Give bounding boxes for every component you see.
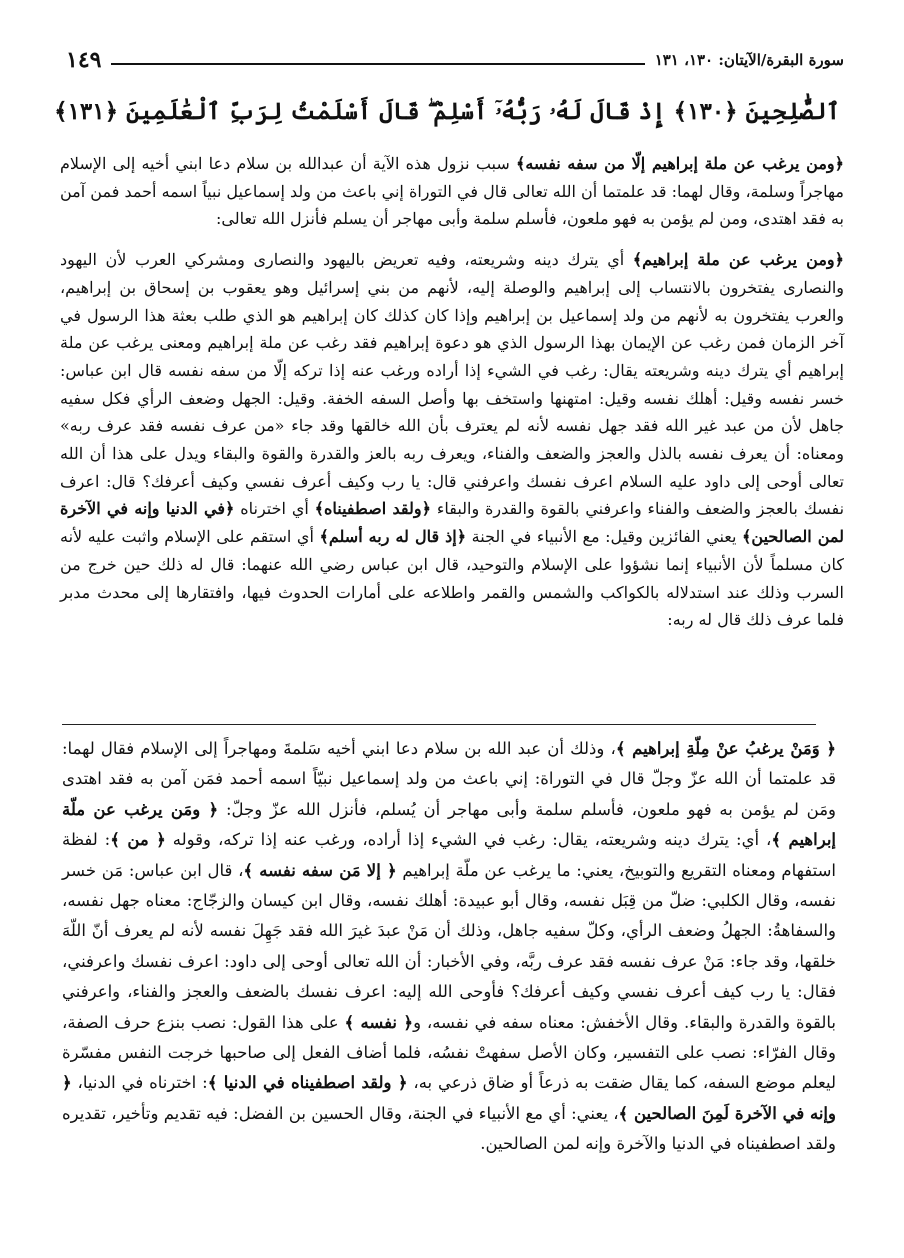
upper-paragraph-1 <box>60 150 844 233</box>
commentary-text-segment: ، قال ابن عباس: مَن خسر نفسه، وقال الكلبي: ضلّ من قِبَل نفسه، وقال أبو عبيدة: أهلك نفسه، وقال ابن كيسان والزجّاج: معناه جهل نفسه، والسفاهةُ: الجهلُ وضعف الرأي، وكلّ سفيه جاهل، وذلك أن مَنْ عبدَ غيرَ الله فقد جَهِلَ نفسه لأنه لم يعرف أنّ اللّهَ خلقها، وقد جاء: مَنْ عرف نفسه فقد عرف ربَّه، وفي الأخبار: أن الله تعالى أوحى إلى داود: اعرف نفسك واعرفني، فقال: يا رب كيف أعرف نفسي وكيف أعرفك؟ فأوحى الله إليه: اعرف نفسك بالضعف والعجز والفناء، واعرفني بالقوة والقدرة والبقاء. وقال الأخفش: معناه سفه في نفسه، و <box>62 860 836 1032</box>
commentary-text-segment: أي استقم على الإسلام واثبت عليه لأنه كان مسلماً لأن الأنبياء إنما نشؤوا على الإسلام والتوحيد، قال ابن عباس رضي الله عنهما: قال له ذلك حين خرج من السرب وذلك عند استدلاله بالكواكب والشمس والقمر واطلاعه على أمارات الحدوث فيها، وافتقارها إلى محدث مدبر فلما عرف ذلك قال له ربه: <box>60 527 844 630</box>
commentary-text-segment: سبب نزول هذه الآية أن عبدالله بن سلام دعا ابني أخيه إلى الإسلام مهاجراً وسلمة، وقال لهما: قد علمتما أن الله تعالى قال في التوراة إني باعث من ولد إسماعيل نبياً اسمه أحمد فمن آمن به فقد اهتدى، ومن لم يؤمن به فهو ملعون، فأسلم سلمة وأبى مهاجر أن يسلم فأنزل الله تعالى: <box>60 154 844 229</box>
commentary-text-segment: يعني الفائزين وقيل: مع الأنبياء في الجنة <box>466 527 743 547</box>
quoted-verse-segment: ﴿ولقد اصطفيناه﴾ <box>314 499 431 519</box>
quoted-verse-segment: ﴿ وَمَنْ يرغبُ عنْ مِلّةِ إبراهيم ﴾ <box>615 739 836 758</box>
quoted-verse-segment: ﴿ إلا مَن سفه نفسه ﴾ <box>243 860 397 880</box>
commentary-text-segment: ، أي: يترك دينه وشريعته، يقال: رغب في الشيء إذا أراده، ورغب عنه إذا تركه، وقوله <box>165 830 772 850</box>
quoted-verse-segment: ﴿ من ﴾ <box>110 830 166 850</box>
lower-commentary <box>62 734 836 1160</box>
quoted-verse-segment: ﴿ ومَن يرغب عن ملّة إبراهيم ﴾ <box>62 799 836 850</box>
quoted-verse-segment: ﴿ ولقد اصطفيناه في الدنيا ﴾ <box>207 1073 408 1093</box>
header-rule <box>111 63 644 65</box>
quoted-verse-segment: ﴿ وإنه في الآخرة لَمِنَ الصالحين ﴾ <box>62 1073 836 1123</box>
page-header <box>66 46 844 74</box>
commentary-text-segment: أي اخترناه <box>234 499 315 519</box>
quoted-verse-segment: ﴿ومن يرغب عن ملة إبراهيم﴾ <box>632 250 844 270</box>
footnote-separator <box>62 724 816 725</box>
upper-commentary <box>60 150 844 634</box>
quran-verse-line: ٱلصَّٰلِحِينَ ﴿١٣٠﴾ إِذْ قَالَ لَهُۥ رَبُّهُۥٓ أَسْلِمْ ۖ قَالَ أَسْلَمْتُ لِرَبِّ ٱلْعَٰلَمِينَ ﴿١٣١﴾ <box>54 98 840 125</box>
quoted-verse-segment: ﴿ نفسه ﴾ <box>344 1012 414 1032</box>
upper-paragraph-2 <box>60 246 844 634</box>
commentary-text-segment: أي يترك دينه وشريعته، وفيه تعريض باليهود والنصارى ومشركي العرب لأن اليهود والنصارى يفتخرون بالانتساب إلى إبراهيم والوصلة إليه، لأنهم من بني إسرائيل وهو يعقوب بن إسحاق بن إبراهيم، والعرب يفتخرون به لأنهم من ولد إسماعيل بن إبراهيم وإذا كان كذلك كان إبراهيم هو الذي طلب بعثة هذا الرسول في آخر الزمان فمن رغب عن الإيمان بهذا الرسول الذي هو دعوة إبراهيم فقد رغب عن ملة إبراهيم ومعنى يرغب عن ملة إبراهيم أي يترك دينه وشريعته يقال: رغب في الشيء إذا أراده ورغب عنه إذا تركه إلّا من سفه نفسه قال ابن عباس: خسر نفسه وقيل: أهلك نفسه وقيل: امتهنها واستخف بها وأصل السفه الخفة. وقيل: الجهل وضعف الرأي فكل سفيه جاهل لأن من عبد غير الله فقد جهل نفسه لأنه لم يعترف بأن الله خالقها وقد جاء «من عرف نفسه فقد عرف ربه» ومعناه: أن يعرف نفسه بالذل والعجز والضعف والفناء، ويعرف ربه بالعز والقدرة والقوة والبقاء ويدل على هذا أن الله تعالى أوحى إلى داود عليه السلام اعرف نفسك واعرفني قال: يا رب وكيف أعرف نفسي وكيف أعرفك؟ قال: اعرف نفسك بالعجز والضعف والفناء واعرفني بالقوة والقدرة والبقاء <box>60 250 845 519</box>
quoted-verse-segment: ﴿ومن يرغب عن ملة إبراهيم إلّا من سفه نفسه﴾ <box>515 154 845 173</box>
commentary-text-segment: : لفظة استفهام ومعناه التقريع والتوبيخ، يعني: ما يرغب عن ملّة إبراهيم <box>62 830 836 880</box>
quoted-verse-segment: ﴿في الدنيا وإنه في الآخرة لمن الصالحين﴾ <box>60 499 845 547</box>
quoted-verse-segment: ﴿إذ قال له ربه أسلم﴾ <box>319 527 467 547</box>
commentary-text-segment: ، وذلك أن عبد الله بن سلام دعا ابني أخيه سَلمةَ ومهاجراً إلى الإسلام فقال لهما: قد علمتما أن الله عزّ وجلّ قال في التوراة: إني باعث من ولد إسماعيل نبيّاً اسمه أحمد فمَن آمن به فقد اهتدى ومَن لم يؤمن به فهو ملعون، فأسلم سلمة وأبى مهاجر أن يُسلم، فأنزل الله عزّ وجلّ: <box>62 739 837 819</box>
commentary-text-segment: ، يعني: أي مع الأنبياء في الجنة، وقال الحسين بن الفضل: فيه تقديم وتأخير، تقديره ولقد اصطفيناه في الدنيا والآخرة وإنه لمن الصالحين. <box>62 1103 836 1154</box>
commentary-text-segment: : اخترناه في الدنيا، <box>71 1073 208 1093</box>
running-title: سورة البقرة/الآيتان: ١٣٠، ١٣١ <box>654 51 844 69</box>
lower-paragraph <box>62 734 836 1160</box>
page-number: ١٤٩ <box>66 47 102 73</box>
commentary-text-segment: على هذا القول: نصب بنزع حرف الصفة، وقال الفرّاء: نصب على التفسير، وكان الأصل سفهتْ نفسُه، فلما أضاف الفعل إلى صاحبها خرجت النفس مفسّرة ليعلم موضع السفه، كما يقال ضقت به ذرعاً أو ضاق ذرعي به، <box>62 1012 836 1093</box>
